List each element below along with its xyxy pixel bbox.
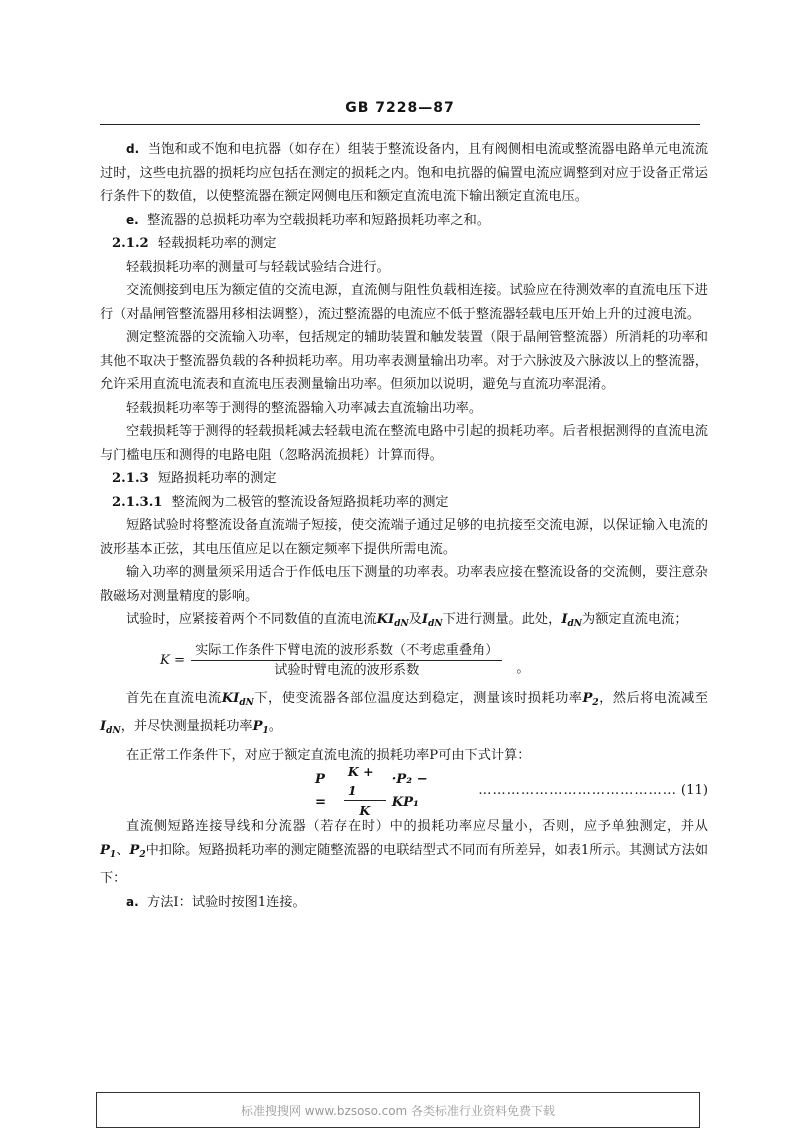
formula-p-fraction bbox=[344, 762, 386, 821]
symbol-p1: $P_1$ bbox=[100, 842, 117, 860]
paragraph: 在正常工作条件下，对应于额定直流电流的损耗功率P可由下式计算： bbox=[126, 747, 531, 763]
paragraph-short-leads: 直流侧短路连接导线和分流器（若存在时）中的损耗功率应尽量小，否则，应予单独测定，并从$P_1$、$P_2$中扣除。短路损耗功率的测定随整流器的电联结型式不同而有所差异，如表1所示。其测试方法如下： bbox=[100, 819, 709, 886]
paragraph-procedure: 首先在直流电流$KI_{dN}$下，使变流器各部位温度达到稳定，测量该时损耗功率$P_2$，然后将电流减至$I_{dN}$，并尽快测量损耗功率$P_1$。 bbox=[100, 690, 709, 736]
section-title: 整流阀为二极管的整流设备短路损耗功率的测定 bbox=[171, 494, 449, 510]
item-d-text: 当饱和或不饱和电抗器（如存在）组装于整流设备内，且有阀侧相电流或整流器电路单元电流流过时，这些电抗器的损耗均应包括在测定的损耗之内。饱和电抗器的偏置电流应调整到对应于设备正常运行条件下的数值，以使整流器在额定网侧电压和额定直流电流下输出额定直流电压。 bbox=[100, 142, 709, 204]
formula-k-period: 。 bbox=[516, 661, 530, 676]
item-e bbox=[100, 209, 708, 233]
item-a bbox=[100, 891, 708, 915]
formula-k bbox=[100, 639, 708, 683]
symbol-idn: $I_{dN}$ bbox=[421, 612, 443, 629]
paragraph: 轻载损耗功率等于测得的整流器输入功率减去直流输出功率。 bbox=[126, 400, 483, 416]
symbol-idn: $I_{dN}$ bbox=[561, 612, 583, 629]
section-2-1-3-1-heading bbox=[100, 491, 708, 515]
paragraph: 测定整流器的交流输入功率，包括规定的辅助装置和触发装置（限于晶闸管整流器）所消耗的功率和其他不取决于整流器负载的各种损耗功率。用功率表测量输出功率。对于六脉波及六脉波以上的整流器，允许采用直流电流表和直流电压表测量输出功率。但须加以说明，避免与直流功率混淆。 bbox=[100, 330, 708, 392]
formula-p-lhs: P = bbox=[315, 771, 327, 810]
paragraph: 轻载损耗功率的测量可与轻载试验结合进行。 bbox=[126, 259, 390, 275]
formula-p-denominator: K bbox=[359, 802, 371, 818]
section-2-1-3-heading bbox=[100, 467, 708, 491]
formula-p bbox=[100, 763, 708, 818]
paragraph: 输入功率的测量须采用适合于作低电压下测量的功率表。功率表应接在整流设备的交流侧，要注意杂散磁场对测量精度的影响。 bbox=[100, 565, 708, 604]
page-header: GB 7228—87 bbox=[345, 100, 455, 116]
symbol-p2: $P_2$ bbox=[129, 842, 146, 860]
formula-p-numerator: K + 1 bbox=[344, 762, 386, 801]
item-a-text: 方法Ⅰ：试验时按图1连接。 bbox=[147, 894, 306, 910]
document-body bbox=[100, 138, 708, 914]
formula-k-denominator: 试验时臂电流的波形系数 bbox=[274, 662, 420, 678]
symbol-idn: $I_{dN}$ bbox=[100, 719, 121, 736]
section-number: 2.1.2 bbox=[112, 236, 149, 251]
section-2-1-2-heading bbox=[100, 232, 708, 256]
symbol-p2: $P_2$ bbox=[582, 690, 599, 708]
item-e-text: 整流器的总损耗功率为空载损耗功率和短路损耗功率之和。 bbox=[147, 212, 490, 228]
paragraph: 短路试验时将整流设备直流端子短接，使交流端子通过足够的电抗接至交流电源，以保证输入电流的波形基本正弦，其电压值应足以在额定频率下提供所需电流。 bbox=[100, 518, 708, 557]
symbol-p1: $P_1$ bbox=[252, 719, 269, 736]
formula-p-rest: ·P₂ − KP₁ bbox=[391, 771, 428, 810]
formula-k-fraction bbox=[191, 641, 502, 681]
item-d-label: d. bbox=[126, 142, 140, 156]
formula-p-number: (11) bbox=[680, 783, 708, 799]
section-title: 短路损耗功率的测定 bbox=[157, 471, 277, 486]
section-number: 2.1.3.1 bbox=[112, 494, 163, 510]
section-number: 2.1.3 bbox=[112, 471, 149, 486]
paragraph-test-currents: 试验时，应紧接着两个不同数值的直流电流$KI_{dN}$及$I_{dN}$下进行测量。此处，$I_{dN}$为额定直流电流； bbox=[126, 612, 688, 629]
item-d bbox=[100, 138, 708, 209]
item-e-label: e. bbox=[126, 212, 139, 227]
footer-watermark-link[interactable]: 标准搜搜网 www.bzsoso.com 各类标准行业资料免费下载 bbox=[96, 1092, 700, 1128]
section-title: 轻载损耗功率的测定 bbox=[157, 236, 277, 251]
formula-k-numerator: 实际工作条件下臂电流的波形系数（不考虑重叠角） bbox=[191, 641, 502, 661]
paragraph: 空载损耗等于测得的轻载损耗减去轻载电流在整流电路中引起的损耗功率。后者根据测得的直流电流与门槛电压和测得的电路电阻（忽略涡流损耗）计算而得。 bbox=[100, 424, 708, 463]
header-rule bbox=[100, 124, 700, 125]
symbol-kid: $KI_{dN}$ bbox=[376, 612, 409, 629]
symbol-kid: $KI_{dN}$ bbox=[221, 690, 254, 708]
formula-k-lhs: K = bbox=[160, 652, 186, 668]
item-a-label: a. bbox=[126, 894, 139, 909]
formula-p-leader: …………………………………… bbox=[478, 783, 677, 799]
paragraph: 交流侧接到电压为额定值的交流电源，直流侧与阻性负载相连接。试验应在待测效率的直流电压下进行（对晶闸管整流器用移相法调整），流过整流器的电流应不低于整流器轻载电压开始上升的过渡电流。 bbox=[100, 283, 708, 322]
